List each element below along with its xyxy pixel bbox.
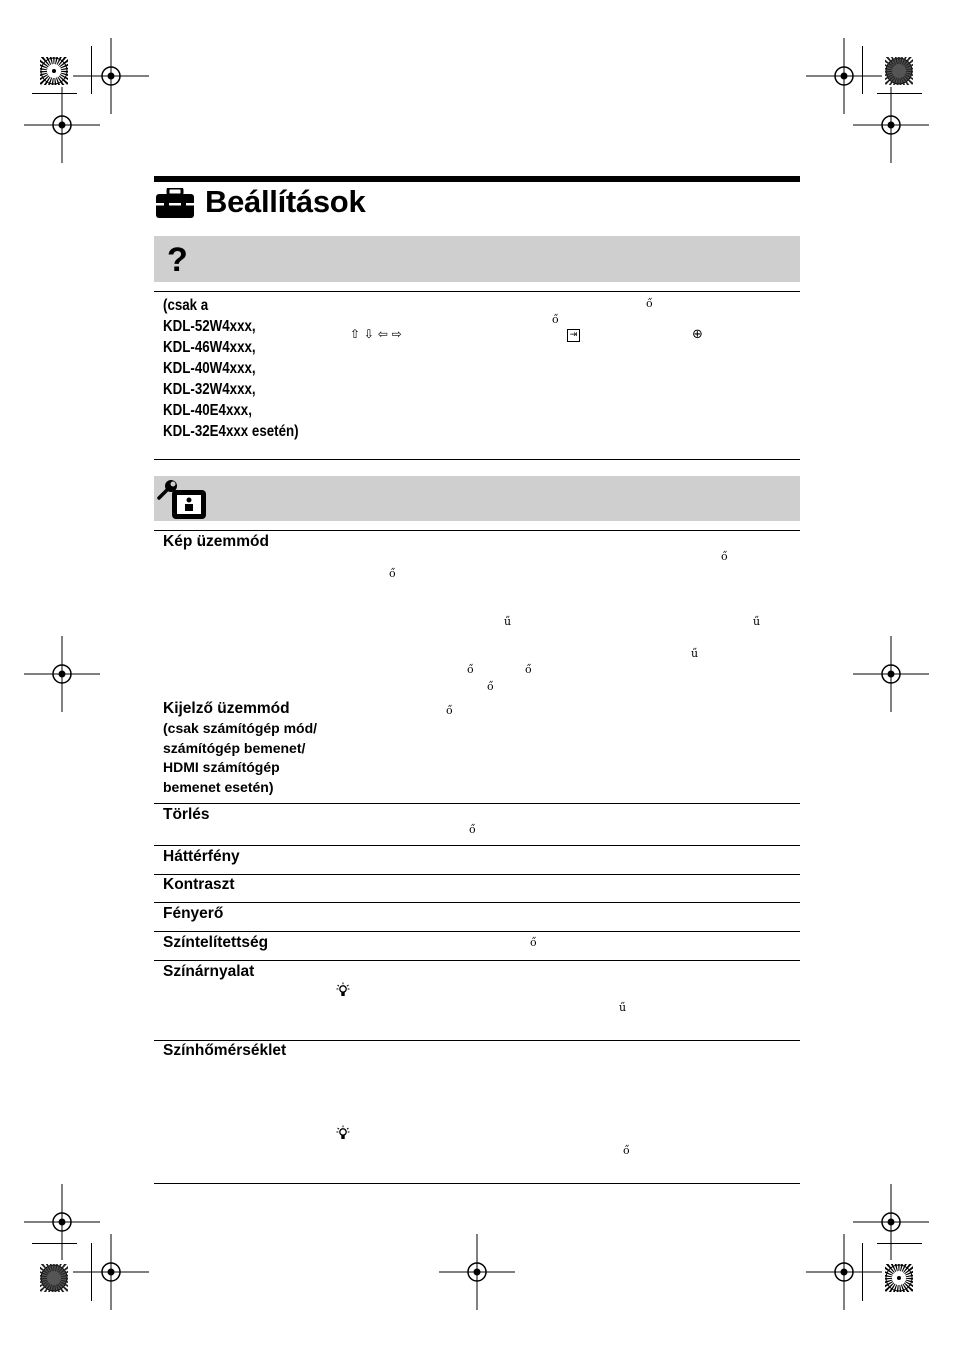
lightbulb-icon: [336, 1125, 350, 1141]
crop-line: [32, 1243, 77, 1244]
registration-mark-icon: [439, 1234, 515, 1310]
crop-line: [862, 46, 863, 94]
registration-mark-icon: [73, 1234, 149, 1310]
wrench-picture-icon: [156, 479, 208, 521]
setting-szintelitettseg: Színtelítettség: [163, 934, 269, 951]
divider: [154, 845, 800, 846]
glyph-o: ő: [530, 936, 537, 949]
setting-kep-uzemmod: Kép üzemmód: [163, 533, 269, 550]
star-target-icon: [885, 1264, 913, 1292]
divider: [154, 1040, 800, 1041]
glyph-o: ő: [389, 567, 396, 580]
divider: [154, 960, 800, 961]
glyph-o: ő: [487, 680, 494, 693]
setting-torles: Törlés: [163, 806, 210, 823]
glyph-o: ő: [552, 313, 559, 326]
glyph-o: ő: [525, 663, 532, 676]
glyph-o: ő: [469, 823, 476, 836]
glyph-o: ő: [446, 704, 453, 717]
arrow-keys-icon: ⇧ ⇩ ⇦ ⇨: [350, 327, 402, 341]
registration-mark-icon: [853, 636, 929, 712]
setting-kontraszt: Kontraszt: [163, 876, 235, 893]
glyph-u: ű: [504, 615, 512, 628]
setting-szinarnyalat: Színárnyalat: [163, 963, 255, 980]
registration-mark-icon: [24, 636, 100, 712]
divider: [154, 803, 800, 804]
divider: [154, 874, 800, 875]
question-mark-icon: ?: [167, 241, 188, 279]
crop-line: [32, 93, 77, 94]
enter-key-icon: ⇥: [567, 329, 580, 342]
crop-line: [862, 1243, 863, 1301]
setting-kijelzo-uzemmod: Kijelző üzemmód: [163, 700, 290, 717]
divider: [154, 530, 800, 531]
divider: [154, 902, 800, 903]
setting-szinhomerseklet: Színhőmérséklet: [163, 1042, 287, 1059]
glyph-o: ő: [721, 550, 728, 563]
toolbox-icon: [155, 188, 195, 218]
setting-hatterfeny: Háttérfény: [163, 848, 240, 865]
star-target-icon: [40, 1264, 68, 1292]
crop-line: [91, 1243, 92, 1301]
setting-fenyero: Fényerő: [163, 905, 224, 922]
registration-mark-icon: [853, 87, 929, 163]
plus-circle-icon: ⊕: [692, 327, 703, 342]
glyph-o: ő: [623, 1144, 630, 1157]
divider: [154, 459, 800, 460]
crop-line: [877, 93, 922, 94]
glyph-u: ű: [619, 1001, 627, 1014]
crop-line: [91, 46, 92, 94]
glyph-u: ű: [691, 647, 699, 660]
title-rule: [154, 176, 800, 182]
glyph-u: ű: [753, 615, 761, 628]
crop-line: [877, 1243, 922, 1244]
model-note: (csak a KDL-52W4xxx, KDL-46W4xxx, KDL-40W4xxx, KDL-32W4xxx, KDL-40E4xxx, KDL-32E4xxx esetén): [163, 297, 299, 440]
divider: [154, 1183, 800, 1184]
registration-mark-icon: [24, 87, 100, 163]
star-target-icon: [885, 57, 913, 85]
glyph-o: ő: [646, 297, 653, 310]
help-band: [154, 236, 800, 282]
page-title: Beállítások: [205, 184, 366, 219]
registration-mark-icon: [806, 1234, 882, 1310]
star-target-icon: [40, 57, 68, 85]
divider: [154, 931, 800, 932]
glyph-o: ő: [467, 663, 474, 676]
kijelzo-note: (csak számítógép mód/ számítógép bemenet/ HDMI számítógép bemenet esetén): [163, 720, 318, 795]
picture-band: [154, 476, 800, 521]
divider: [154, 291, 800, 292]
lightbulb-icon: [336, 982, 350, 998]
